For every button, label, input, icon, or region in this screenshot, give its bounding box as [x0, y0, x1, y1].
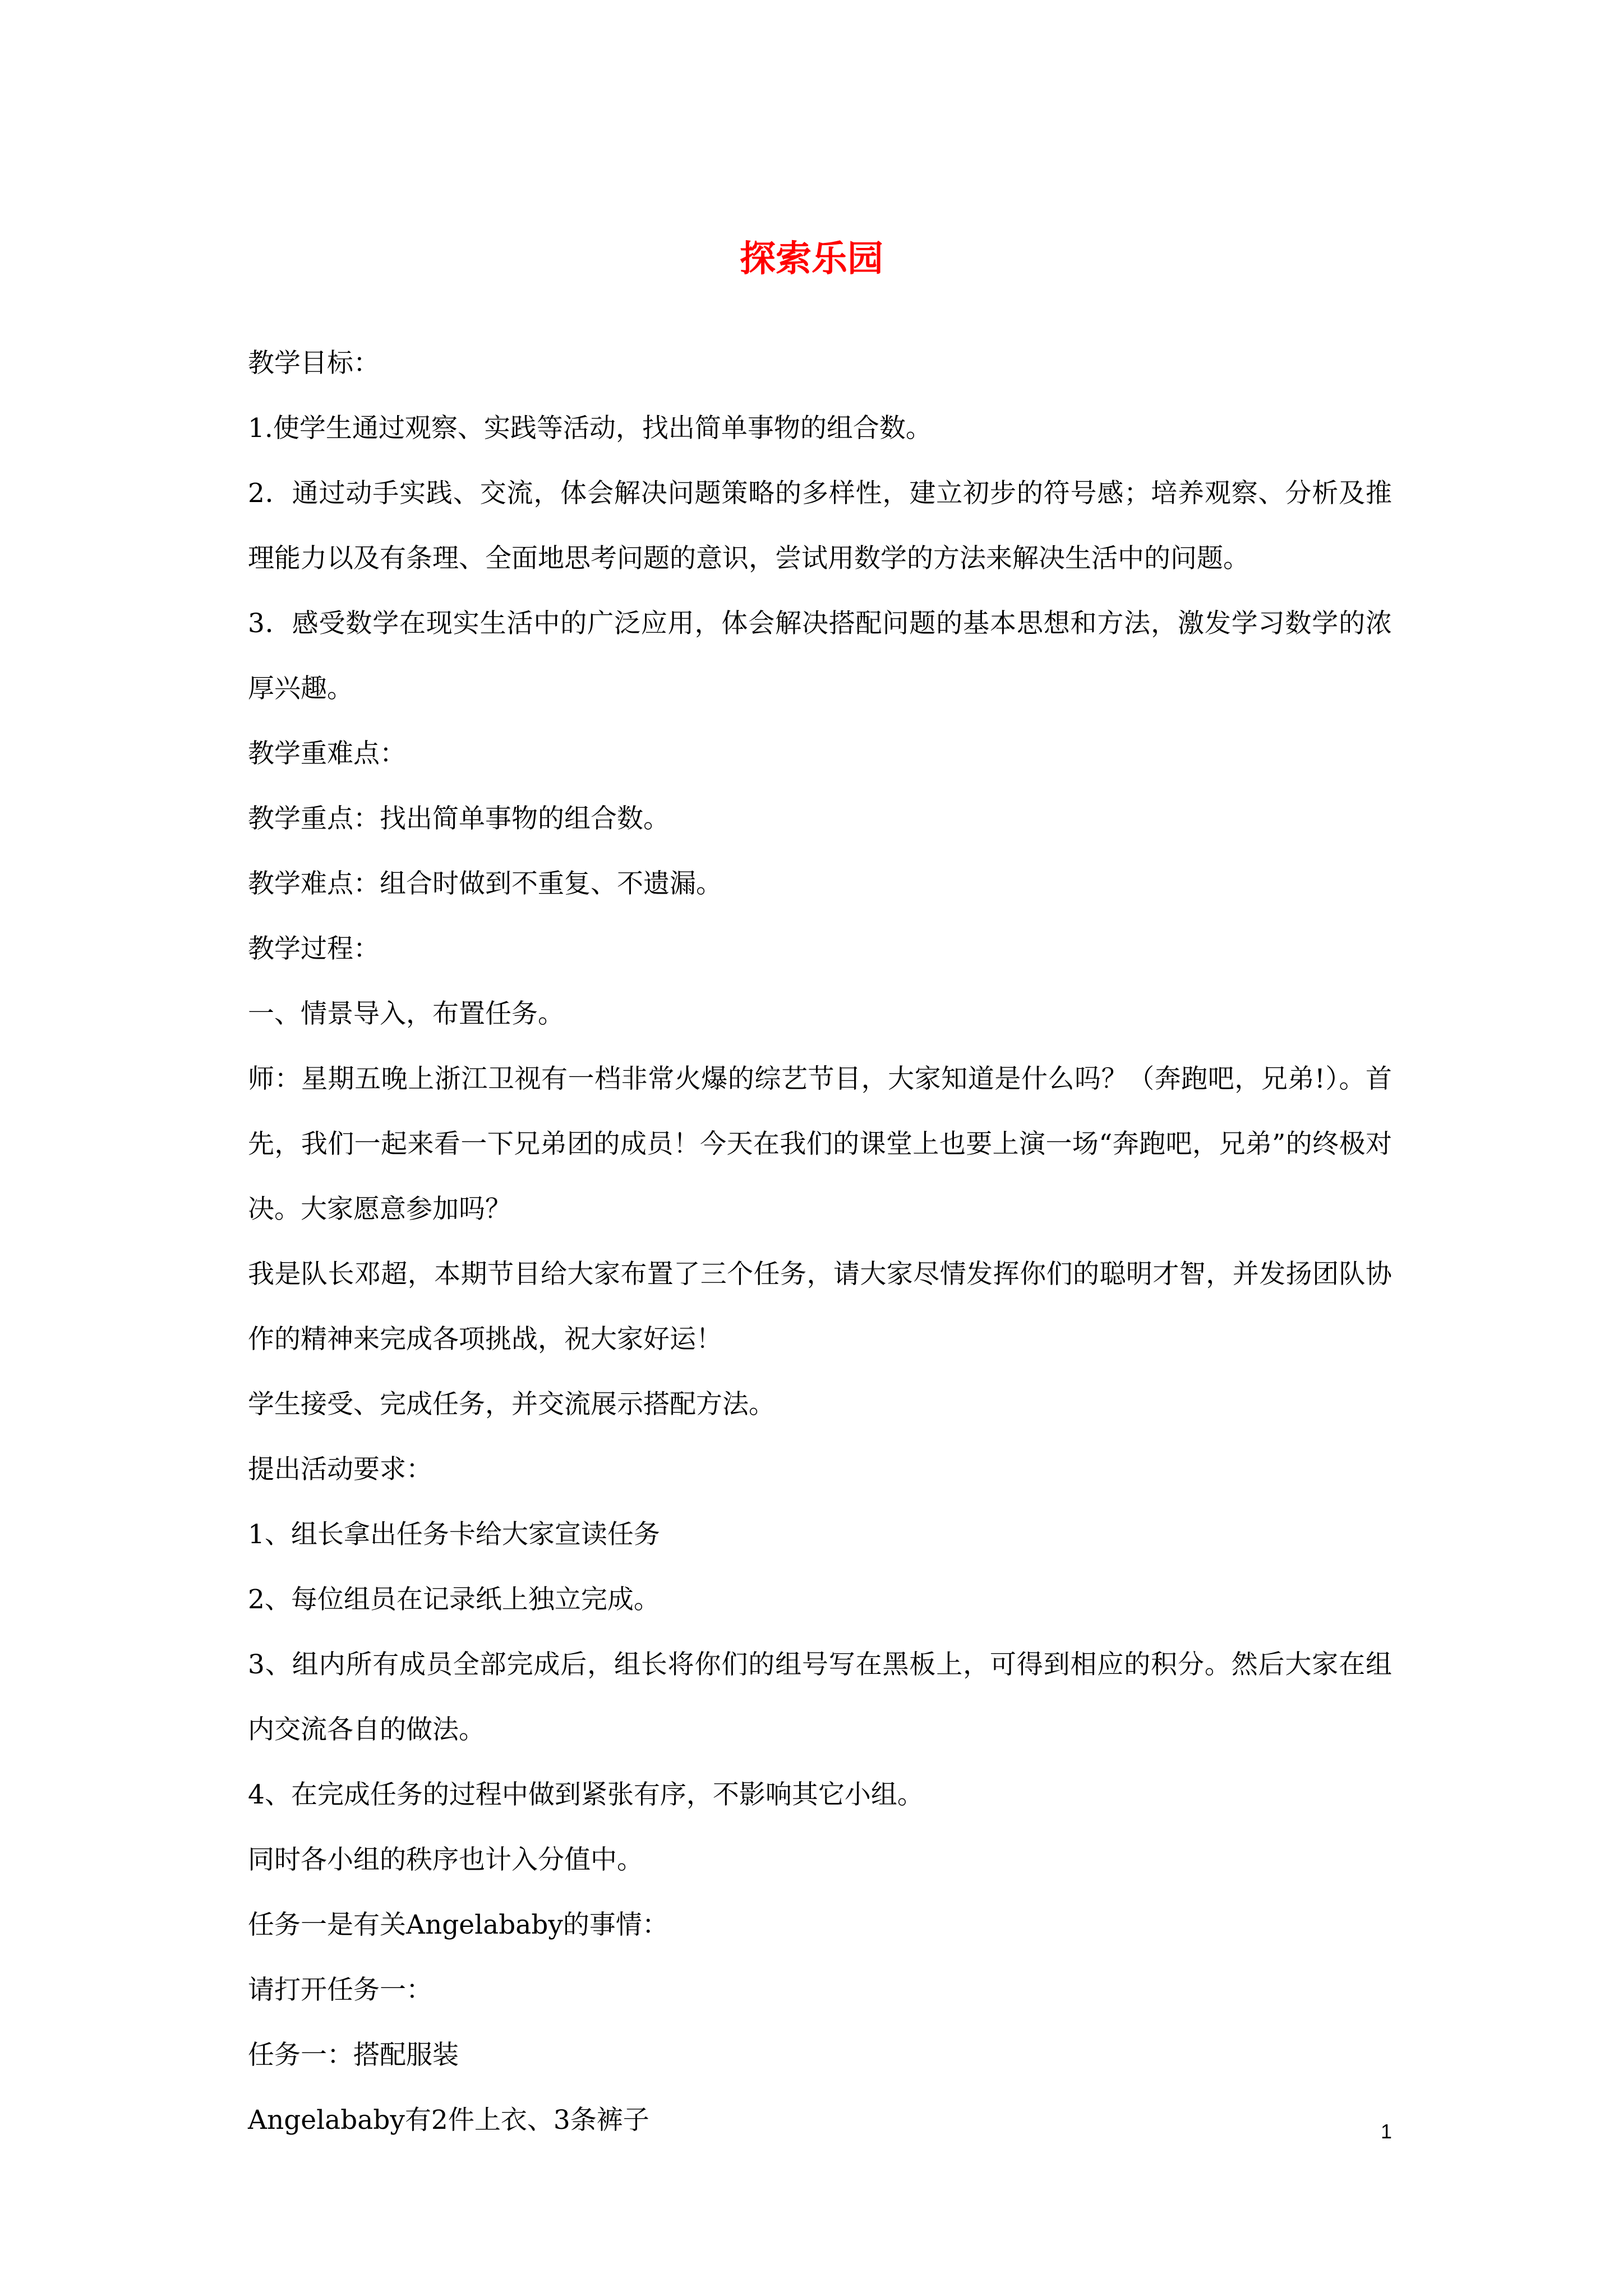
paragraph-requirement-1: 1、组长拿出任务卡给大家宣读任务 [248, 1519, 660, 1550]
paragraph-section-1-heading: 一、情景导入，布置任务。 [248, 999, 564, 1029]
paragraph-requirement-2: 2、每位组员在记录纸上独立完成。 [248, 1584, 660, 1615]
paragraph-task-one-detail: Angelababy有2件上衣、3条裤子 [248, 2105, 649, 2136]
paragraph-students-accept: 学生接受、完成任务，并交流展示搭配方法。 [248, 1389, 775, 1420]
page-number: 1 [1380, 2120, 1392, 2143]
paragraph-difficult-point: 教学难点：组合时做到不重复、不遗漏。 [248, 868, 722, 899]
paragraph-open-task-one: 请打开任务一： [248, 1975, 432, 2005]
paragraph-task-one-title: 任务一：搭配服装 [248, 2040, 459, 2070]
paragraph-process-heading: 教学过程： [248, 933, 380, 964]
document-body [248, 331, 1392, 2153]
document-title: 探索乐园 [740, 238, 883, 280]
paragraph-teacher-intro: 师：星期五晚上浙江卫视有一档非常火爆的综艺节目，大家知道是什么吗？（奔跑吧，兄弟!）。首先，我们一起来看一下兄弟团的成员！今天在我们的课堂上也要上演一场“奔跑吧，兄弟”的终极对决。大家愿意参加吗？ [248, 1064, 1392, 1225]
paragraph-requirement-3: 3、组内所有成员全部完成后，组长将你们的组号写在黑板上，可得到相应的积分。然后大家在组内交流各自的做法。 [248, 1649, 1392, 1745]
paragraph-goal-3: 3．感受数学在现实生活中的广泛应用，体会解决搭配问题的基本思想和方法，激发学习数学的浓厚兴趣。 [248, 608, 1392, 704]
paragraph-goal-2: 2．通过动手实践、交流，体会解决问题策略的多样性，建立初步的符号感；培养观察、分析及推理能力以及有条理、全面地思考问题的意识，尝试用数学的方法来解决生活中的问题。 [248, 478, 1392, 574]
paragraph-key-point: 教学重点：找出简单事物的组合数。 [248, 803, 670, 834]
paragraph-goal-1: 1.使学生通过观察、实践等活动，找出简单事物的组合数。 [248, 413, 932, 444]
paragraph-captain-intro: 我是队长邓超，本期节目给大家布置了三个任务，请大家尽情发挥你们的聪明才智，并发扬团队协作的精神来完成各项挑战，祝大家好运！ [248, 1259, 1392, 1355]
paragraph-activity-requirements-heading: 提出活动要求： [248, 1454, 432, 1485]
paragraph-key-points-heading: 教学重难点： [248, 738, 406, 769]
paragraph-teaching-goals-heading: 教学目标： [248, 348, 380, 379]
paragraph-task-one-intro: 任务一是有关Angelababy的事情： [248, 1910, 668, 1940]
paragraph-requirement-4: 4、在完成任务的过程中做到紧张有序，不影响其它小组。 [248, 1779, 924, 1810]
paragraph-order-score: 同时各小组的秩序也计入分值中。 [248, 1844, 643, 1875]
